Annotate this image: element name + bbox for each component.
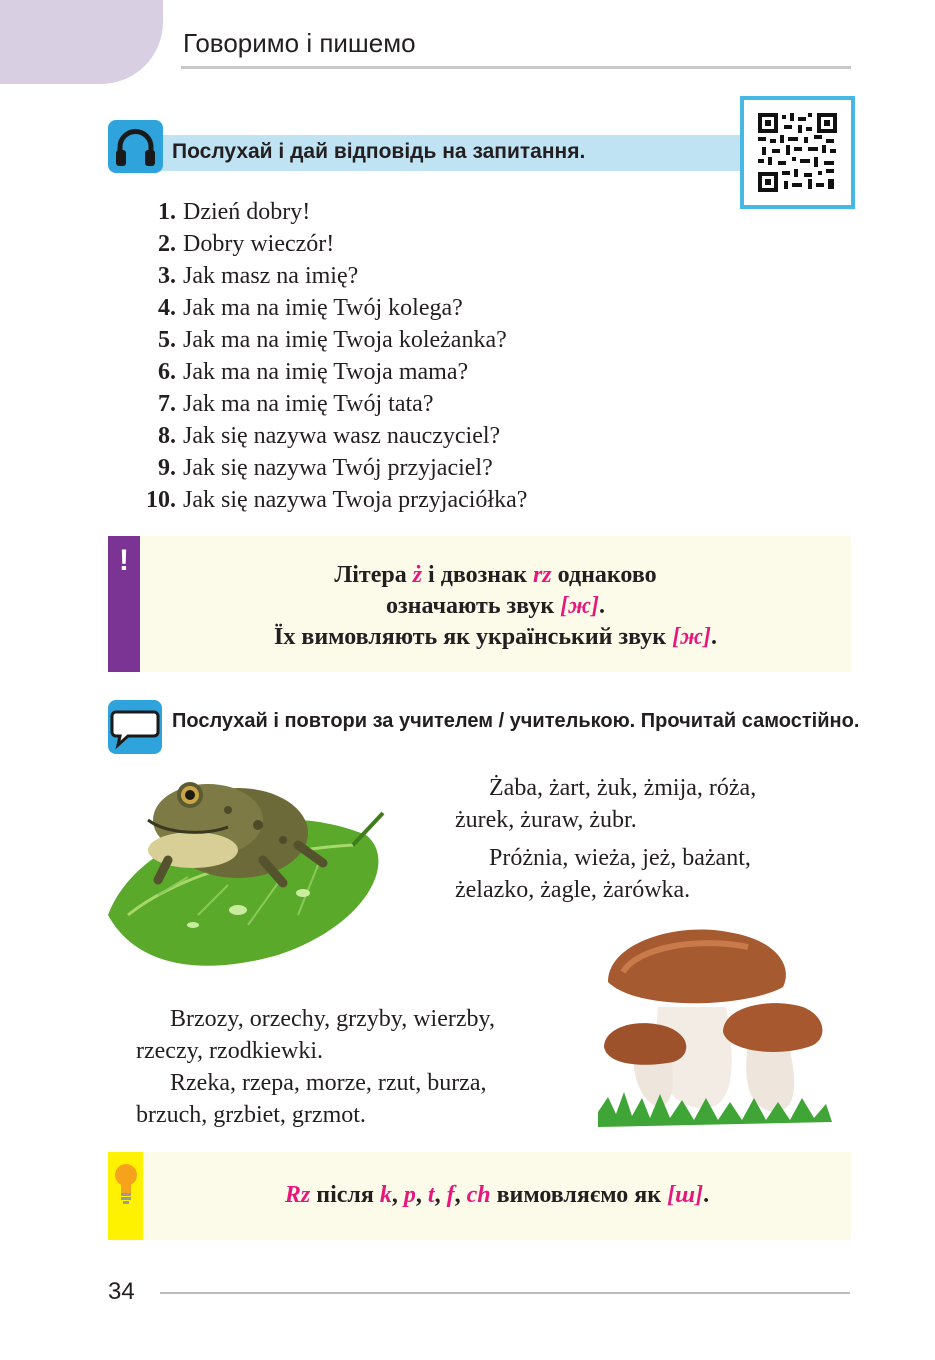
rule-line-3 (140, 622, 851, 653)
tip-text-part: вимовляємо як (490, 1182, 668, 1208)
lightbulb-icon (113, 1162, 139, 1208)
rule-note-box (108, 536, 851, 672)
list-item (128, 388, 527, 420)
text-line: Brzozy, orzechy, grzyby, wierzby, (170, 1006, 495, 1032)
speech-bubble-icon (108, 700, 162, 754)
text-line: Żaba, żart, żuk, żmija, róża, (489, 775, 757, 801)
rule-text-part: . (599, 593, 605, 619)
rule-text-part: . (710, 624, 717, 650)
list-item (128, 484, 527, 516)
item-text: Dobry wieczór! (183, 231, 335, 257)
item-text: Jak się nazywa Twoja przyjaciółka? (183, 487, 528, 513)
text-line: Rzeka, rzepa, morze, rzut, burza, (170, 1070, 487, 1096)
mushrooms-illustration (598, 922, 834, 1144)
rule-text-part: однаково (551, 562, 657, 588)
item-text: Jak masz na imię? (183, 263, 359, 289)
tip-text (143, 1182, 851, 1209)
headphones-icon (108, 120, 163, 173)
rule-text-part: Їх вимовляють як український звук (274, 624, 673, 650)
task-instruction: Послухай і дай відповідь на запитання. (172, 140, 586, 163)
highlight-consonant: k (379, 1182, 392, 1208)
footer-divider (160, 1292, 850, 1294)
list-item (128, 228, 527, 260)
tip-text-part: , (415, 1182, 428, 1208)
item-number: 9. (158, 455, 176, 481)
tip-text-part: , (391, 1182, 404, 1208)
item-number: 6. (158, 359, 176, 385)
item-text: Jak się nazywa Twój przyjaciel? (183, 455, 493, 481)
highlight-consonant: p (403, 1182, 416, 1208)
rule-text-part: Літера (334, 562, 413, 588)
tip-text-part: , (434, 1182, 447, 1208)
item-text: Jak ma na imię Twój kolega? (183, 295, 463, 321)
tip-text-part: . (703, 1182, 710, 1208)
tip-note-box (108, 1152, 851, 1240)
tip-text-part: , (454, 1182, 467, 1208)
list-item (128, 260, 527, 292)
exclamation-icon: ! (119, 544, 129, 577)
item-text: Dzień dobry! (183, 199, 311, 225)
item-text: Jak ma na imię Twoja mama? (183, 359, 469, 385)
highlight-consonant: t (427, 1182, 435, 1208)
text-line: rzeczy, rzodkiewki. (136, 1038, 324, 1064)
highlight-sound: [ж] (560, 593, 599, 619)
rule-text (140, 560, 851, 653)
list-item (128, 196, 527, 228)
frog-on-leaf-illustration (98, 765, 398, 970)
header-divider (181, 66, 851, 69)
rz-words-paragraph (136, 1003, 591, 1131)
item-number: 8. (158, 423, 176, 449)
corner-tab-decoration (0, 0, 163, 84)
item-text: Jak ma na imię Twoja koleżanka? (183, 327, 507, 353)
list-item (128, 356, 527, 388)
zh-words-paragraph (455, 772, 835, 906)
item-text: Jak ma na imię Twój tata? (183, 391, 434, 417)
highlight-sound: [ж] (672, 624, 711, 650)
task-instruction: Послухай і повтори за учителем / учителькою. Прочитай самостійно. (172, 710, 860, 732)
rule-line-2 (140, 591, 851, 622)
text-line: brzuch, grzbiet, grzmot. (136, 1102, 366, 1128)
rule-line-1 (140, 560, 851, 591)
page-number: 34 (108, 1278, 135, 1305)
list-item (128, 324, 527, 356)
text-line: żelazko, żagle, żarówka. (455, 877, 691, 903)
rule-text-part: означають звук (385, 593, 561, 619)
highlight-consonant: f (446, 1182, 455, 1208)
section-title: Говоримо і пишемо (183, 28, 416, 58)
item-number: 2. (158, 231, 176, 257)
highlight-digraph: rz (532, 562, 552, 588)
item-number: 5. (158, 327, 176, 353)
highlight-sound: [ш] (667, 1182, 704, 1208)
rule-text-part: і двознак (422, 562, 533, 588)
highlight-digraph: Rz (284, 1182, 311, 1208)
highlight-letter: ż (412, 562, 423, 588)
item-number: 1. (158, 199, 176, 225)
qr-code-icon[interactable] (740, 96, 855, 209)
item-number: 4. (158, 295, 176, 321)
list-item (128, 420, 527, 452)
item-text: Jak się nazywa wasz nauczyciel? (183, 423, 501, 449)
text-line: Próżnia, wieża, jeż, bażant, (489, 845, 751, 871)
text-line: żurek, żuraw, żubr. (455, 807, 637, 833)
item-number: 7. (158, 391, 176, 417)
tip-text-part: після (310, 1182, 380, 1208)
question-list (128, 196, 527, 516)
list-item (128, 452, 527, 484)
item-number: 10. (146, 487, 176, 513)
list-item (128, 292, 527, 324)
highlight-consonant: ch (466, 1182, 491, 1208)
item-number: 3. (158, 263, 176, 289)
